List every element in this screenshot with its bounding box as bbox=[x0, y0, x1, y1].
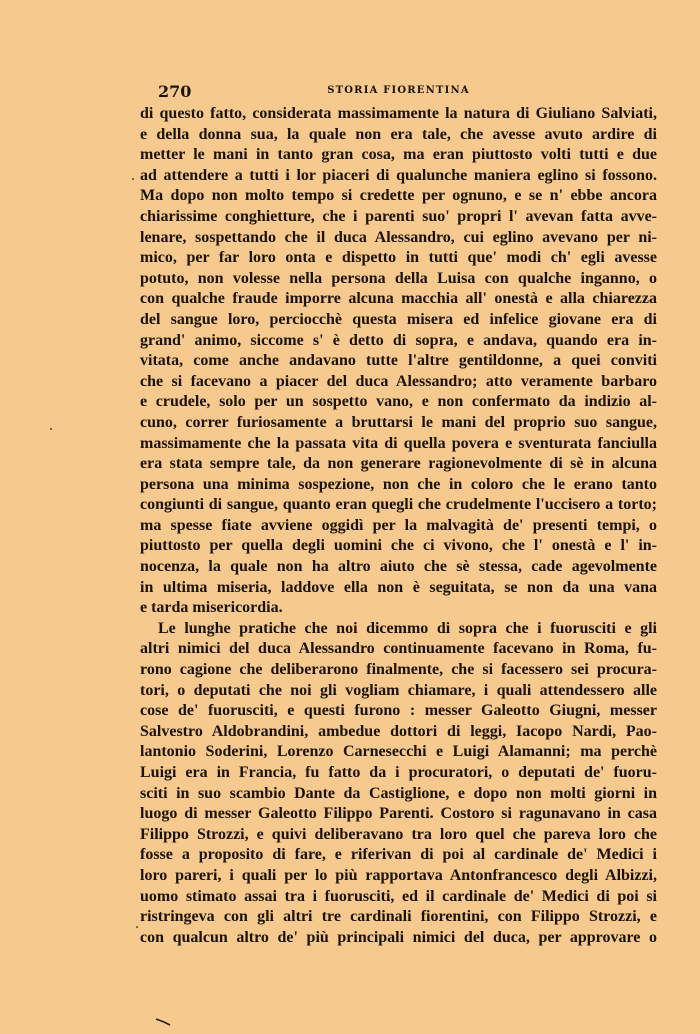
margin-speck bbox=[136, 926, 138, 928]
text-line: cose de' fuorusciti, e questi furono : messer Galeotto Giugni, messer bbox=[140, 702, 657, 720]
text-line: chiarissime conghietture, che i parenti suo' propri l' avevan fatta avve- bbox=[140, 207, 657, 225]
text-line: congiunti di sangue, quanto eran quegli che crudelmente l'uccisero a torto; bbox=[140, 496, 657, 514]
text-line: grand' animo, siccome s' è detto di sopra, e andava, quando era in- bbox=[140, 331, 657, 349]
text-line: Le lunghe pratiche che noi dicemmo di sopra che i fuorusciti e gli bbox=[158, 619, 657, 637]
text-line: massimamente che la passata vita di quella povera e sventurata fanciulla bbox=[140, 434, 657, 452]
text-line: Luigi era in Francia, fu fatto da i procuratori, o deputati de' fuoru- bbox=[140, 764, 657, 781]
text-line: fosse a proposito di fare, e riferivan di poi al cardinale de' Medici i bbox=[140, 846, 657, 864]
text-line: uomo stimato assai tra i fuorusciti, ed il cardinale de' Medici di poi si bbox=[140, 887, 657, 905]
text-line: sciti in suo scambio Dante da Castiglione, e dopo non molti giorni in bbox=[140, 784, 657, 802]
ink-stroke-mark bbox=[155, 1018, 171, 1026]
body-text bbox=[140, 104, 657, 948]
text-line: potuto, non volesse nella persona della Luisa con qualche inganno, o bbox=[140, 269, 657, 287]
text-line: rono cagione che deliberarono finalmente, che si facessero sei procura- bbox=[140, 661, 657, 679]
text-line: con qualche fraude imporre alcuna macchia all' onestà e alla chiarezza bbox=[140, 290, 657, 308]
text-line: nocenza, la quale non ha altro aiuto che sè stessa, cade agevolmente bbox=[140, 558, 657, 576]
text-line: loro pareri, i quali per lo più rapportava Antonfrancesco degli Albizzi, bbox=[140, 866, 657, 884]
text-line: Filippo Strozzi, e quivi deliberavano tra loro quel che pareva loro che bbox=[140, 825, 657, 843]
text-line: di questo fatto, considerata massimamente la natura di Giuliano Salviati, bbox=[140, 105, 657, 122]
text-line: persona una minima sospezione, non che in coloro che le erano tanto bbox=[140, 475, 657, 493]
text-line: che si facevano a piacer del duca Alessandro; atto veramente barbaro bbox=[140, 372, 657, 390]
text-line: vitata, come anche andavano tutte l'altre gentildonne, a quei conviti bbox=[140, 352, 657, 370]
text-line: ristringeva con gli altri tre cardinali fiorentini, con Filippo Strozzi, e bbox=[140, 908, 657, 926]
text-line: altri nimici del duca Alessandro continuamente facevano in Roma, fu- bbox=[140, 640, 657, 658]
paragraph bbox=[140, 619, 657, 949]
text-line: metter le mani in tanto gran cosa, ma eran piuttosto volti tutti e due bbox=[140, 146, 657, 164]
text-line: era stata sempre tale, da non generare ragionevolmente di sè in alcuna bbox=[140, 455, 657, 473]
text-line: e della donna sua, la quale non era tale, che avesse avuto ardire di bbox=[140, 125, 657, 143]
text-line: Ma dopo non molto tempo si credette per ognuno, e se n' ebbe ancora bbox=[140, 187, 657, 205]
text-line: e tarda misericordia. bbox=[140, 599, 283, 617]
text-line: ma spesse fiate avviene oggidì per la malvagità de' presenti tempi, o bbox=[140, 516, 657, 534]
text-line: con qualcun altro de' più principali nimici del duca, per approvare o bbox=[140, 928, 657, 946]
text-line: mico, per far loro onta e dispetto in tutti que' modi ch' egli avesse bbox=[140, 249, 657, 267]
text-line: tori, o deputati che noi gli vogliam chiamare, i quali attendessero alle bbox=[140, 681, 657, 699]
page-number: 270 bbox=[158, 82, 192, 101]
text-line: lantonio Soderini, Lorenzo Carnesecchi e Luigi Alamanni; ma perchè bbox=[140, 743, 657, 761]
margin-speck bbox=[50, 428, 52, 430]
text-line: ad attendere a tutti i lor piaceri di qualunche maniera eglino si fossono. bbox=[140, 166, 657, 184]
paragraph bbox=[140, 104, 657, 619]
text-line: luogo di messer Galeotto Filippo Parenti. Costoro si ragunavano in casa bbox=[140, 805, 657, 823]
text-line: in ultima miseria, laddove ella non è seguitata, se non da una vana bbox=[140, 578, 657, 596]
running-head bbox=[140, 82, 657, 102]
text-line: e crudele, solo per un sospetto vano, e non confermato da indizio al- bbox=[140, 393, 657, 411]
text-line: cuno, correr furiosamente a bruttarsi le mani del proprio suo sangue, bbox=[140, 413, 657, 431]
text-line: Salvestro Aldobrandini, ambedue dottori di leggi, Iacopo Nardi, Pao- bbox=[140, 722, 657, 740]
text-line: del sangue loro, perciocchè questa misera ed infelice giovane era di bbox=[140, 310, 657, 328]
margin-speck bbox=[132, 178, 134, 180]
running-title: STORIA FIORENTINA bbox=[327, 85, 470, 96]
text-line: lenare, sospettando che il duca Alessandro, cui eglino avevano per ni- bbox=[140, 228, 657, 246]
text-line: piuttosto per quella degli uomini che ci vivono, che l' onestà e l' in- bbox=[140, 537, 657, 555]
